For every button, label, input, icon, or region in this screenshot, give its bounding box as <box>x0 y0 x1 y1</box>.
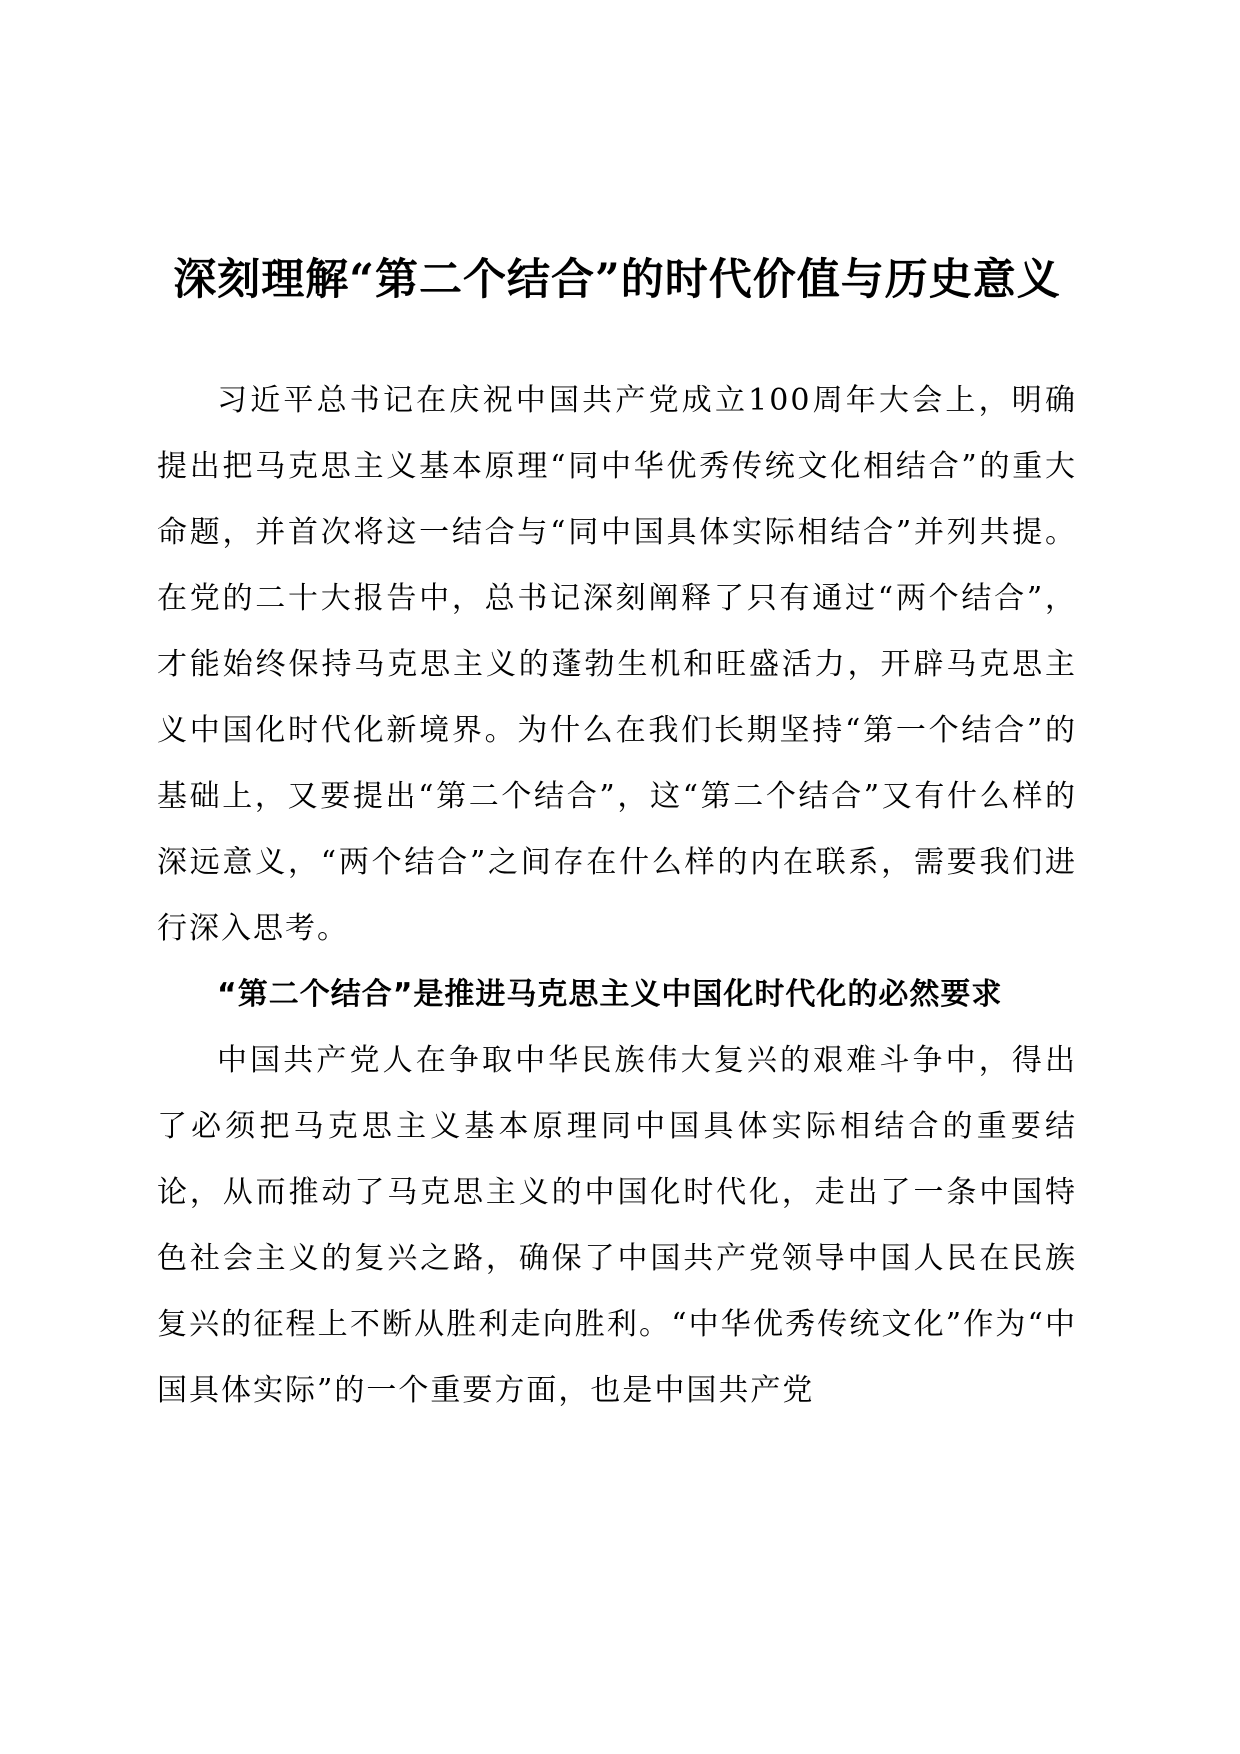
document-title: 深刻理解“第二个结合”的时代价值与历史意义 <box>173 255 1061 305</box>
document-body <box>157 246 1077 1424</box>
intro-paragraph: 习近平总书记在庆祝中国共产党成立100周年大会上，明确提出把马克思主义基本原理“同中华优秀传统文化相结合”的重大命题，并首次将这一结合与“同中国具体实际相结合”并列共提。在党的二十大报告中，总书记深刻阐释了只有通过“两个结合”，才能始终保持马克思主义的蓬勃生机和旺盛活力，开辟马克思主义中国化时代化新境界。为什么在我们长期坚持“第一个结合”的基础上，又要提出“第二个结合”，这“第二个结合”又有什么样的深远意义，“两个结合”之间存在什么样的内在联系，需要我们进行深入思考。 <box>157 383 1077 946</box>
section-paragraph: 中国共产党人在争取中华民族伟大复兴的艰难斗争中，得出了必须把马克思主义基本原理同中国具体实际相结合的重要结论，从而推动了马克思主义的中国化时代化，走出了一条中国特色社会主义的复兴之路，确保了中国共产党领导中国人民在民族复兴的征程上不断从胜利走向胜利。“中华优秀传统文化”作为“中国具体实际”的一个重要方面，也是中国共产党 <box>157 1043 1077 1408</box>
section-heading: “第二个结合”是推进马克思主义中国化时代化的必然要求 <box>217 977 1003 1012</box>
